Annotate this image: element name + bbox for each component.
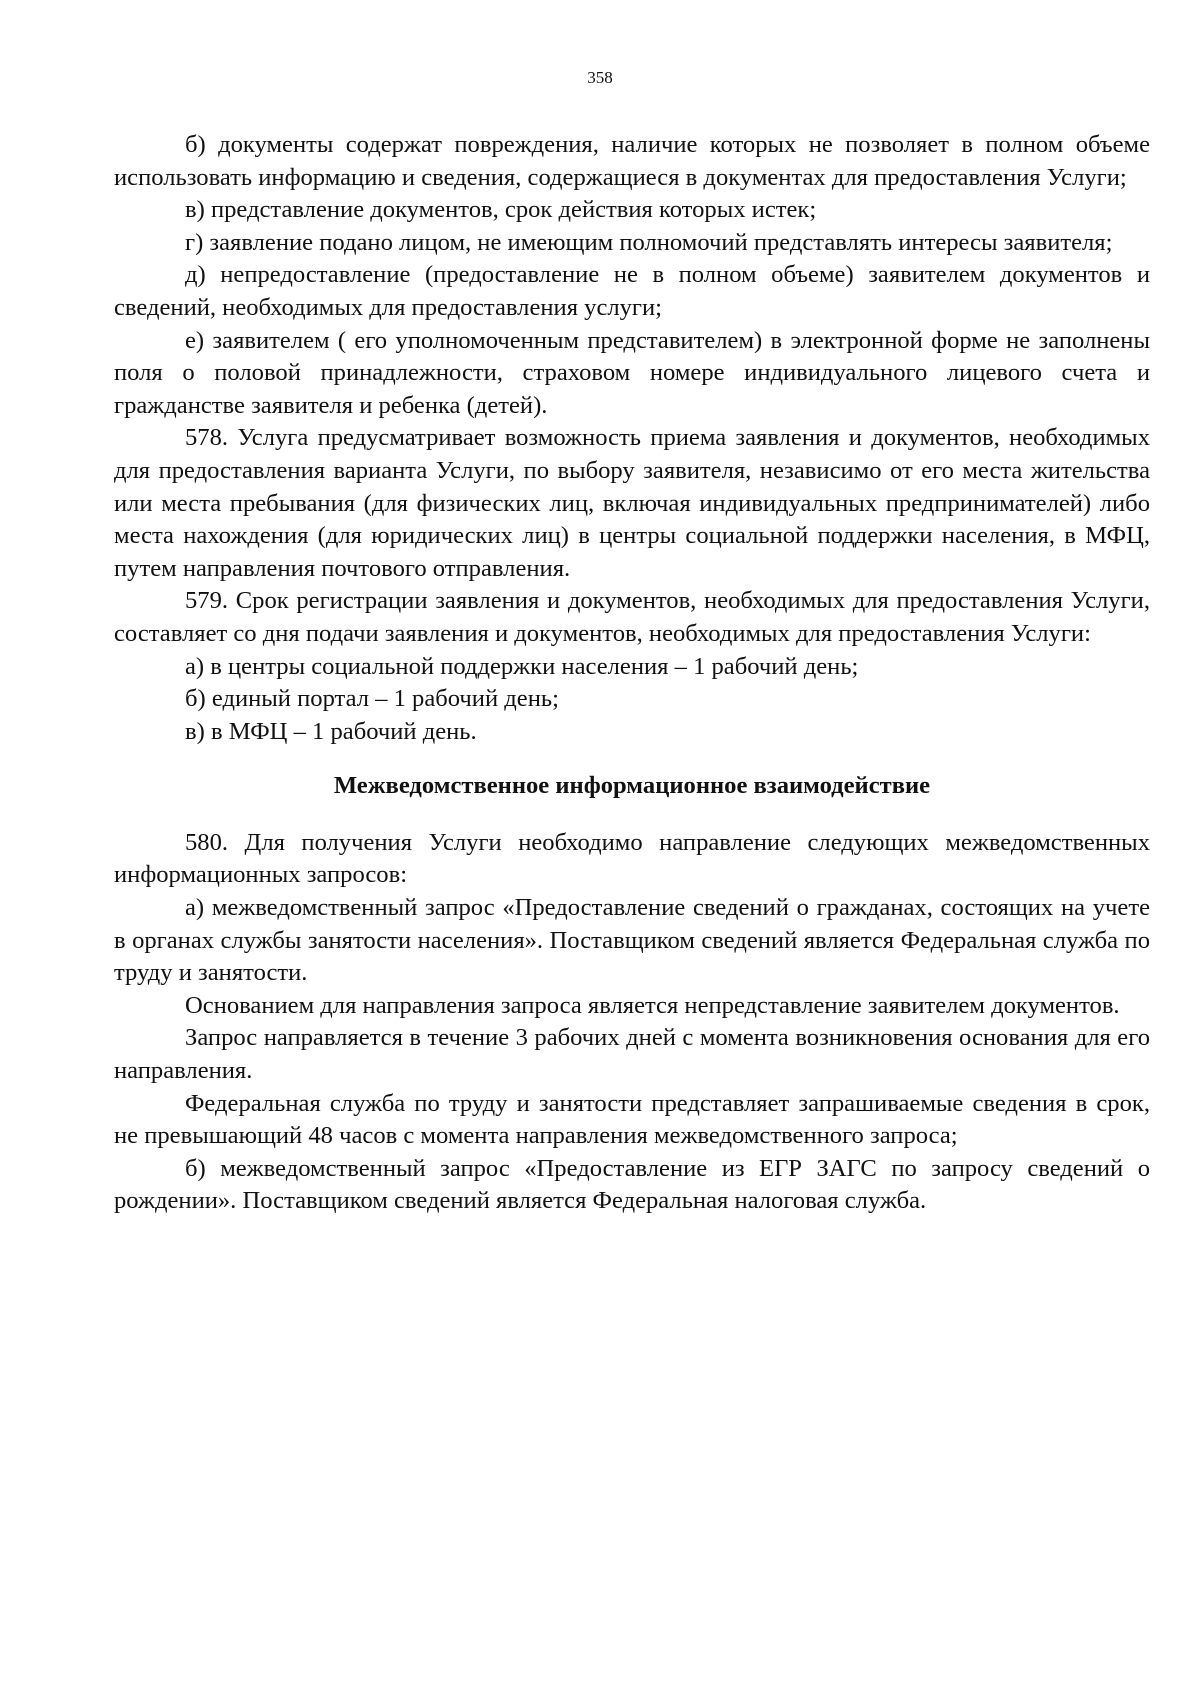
paragraph-579-a: а) в центры социальной поддержки населения – 1 рабочий день; (185, 652, 859, 680)
paragraph-580: 580. Для получения Услуги необходимо направление следующих межведомственных информационных запросов: (114, 828, 1150, 889)
paragraph-request-timing: Запрос направляется в течение 3 рабочих дней с момента возникновения основания для его направления. (114, 1024, 1150, 1085)
body-text (114, 129, 1150, 1218)
section-heading: Межведомственное информационное взаимодействие (333, 772, 931, 800)
page-number: 358 (587, 68, 613, 87)
paragraph-580-b: б) межведомственный запрос «Предоставление из ЕГР ЗАГС по запросу сведений о рождении». Поставщиком сведений является Федеральная налоговая служба. (114, 1154, 1150, 1215)
paragraph-578: 578. Услуга предусматривает возможность приема заявления и документов, необходимых для предоставления варианта Услуги, по выбору заявителя, независимо от его места жительства или места пребывания (для физических лиц, включая индивидуальных предпринимателей) либо места нахождения (для юридических лиц) в центры социальной поддержки населения, в МФЦ, путем направления почтового отправления. (114, 424, 1150, 582)
paragraph-579: 579. Срок регистрации заявления и документов, необходимых для предоставления Услуги, составляет со дня подачи заявления и документов, необходимых для предоставления Услуги: (114, 587, 1150, 647)
paragraph-response-term: Федеральная служба по труду и занятости представляет запрашиваемые сведения в срок, не превышающий 48 часов с момента направления межведомственного запроса; (114, 1089, 1150, 1150)
paragraph-580-a: а) межведомственный запрос «Предоставление сведений о гражданах, состоящих на учете в органах службы занятости населения». Поставщиком сведений является Федеральная служба по труду и занятости. (114, 894, 1150, 987)
paragraph-b-damaged-documents: б) документы содержат повреждения, наличие которых не позволяет в полном объеме использовать информацию и сведения, содержащиеся в документах для предоставления Услуги; (114, 131, 1150, 191)
paragraph-579-b: б) единый портал – 1 рабочий день; (185, 685, 559, 713)
paragraph-e-unfilled-fields: е) заявителем ( его уполномоченным представителем) в электронной форме не заполнены поля о половой принадлежности, страховом номере индивидуального лицевого счета и гражданстве заявителя и ребенка (детей). (114, 326, 1150, 419)
paragraph-d-incomplete-documents: д) непредоставление (предоставление не в полном объеме) заявителем документов и сведений, необходимых для предоставления услуги; (114, 261, 1150, 321)
paragraph-579-v: в) в МФЦ – 1 рабочий день. (185, 717, 477, 745)
paragraph-request-basis: Основанием для направления запроса является непредставление заявителем документов. (185, 991, 1120, 1019)
paragraph-g-no-authority: г) заявление подано лицом, не имеющим полномочий представлять интересы заявителя; (185, 228, 1113, 256)
paragraph-v-expired-documents: в) представление документов, срок действия которых истек; (185, 196, 817, 224)
